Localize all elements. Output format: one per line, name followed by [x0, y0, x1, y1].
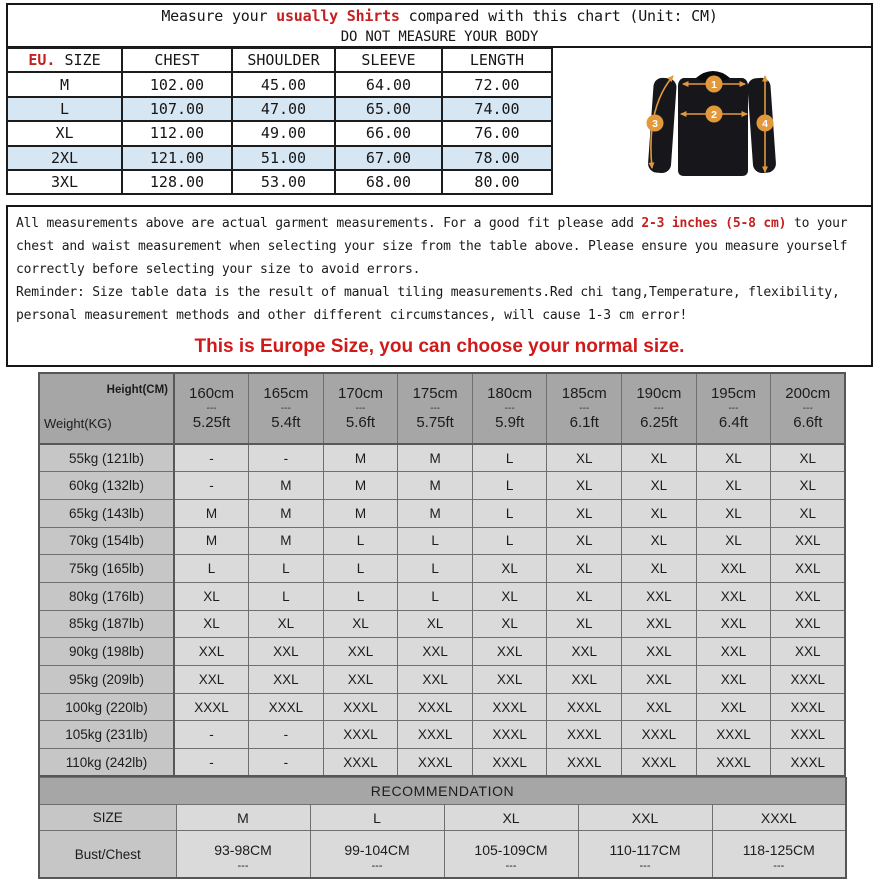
fit-cell: M: [249, 472, 324, 500]
height-cm: 170cm: [337, 385, 383, 402]
fit-cell: XL: [472, 555, 547, 583]
sleeve-value: 65.00: [335, 97, 442, 121]
size-table-header-row: [7, 48, 552, 72]
fit-cell: XL: [547, 499, 622, 527]
marker-2: 2: [711, 108, 717, 121]
recommendation-banner: RECOMMENDATION: [39, 778, 846, 805]
size-table-row: [7, 121, 552, 145]
recommended-size: L: [310, 805, 444, 831]
height-dash: ---: [802, 403, 813, 414]
fit-cell: XXL: [472, 666, 547, 694]
sleeve-value: 67.00: [335, 146, 442, 170]
fit-cell: XXXL: [547, 693, 622, 721]
fit-cell: XXL: [771, 610, 846, 638]
length-value: 74.00: [442, 97, 552, 121]
bust-range-cell: [444, 831, 578, 878]
height-dash: ---: [355, 403, 366, 414]
fit-cell: XXXL: [547, 749, 622, 777]
fit-cell: XXL: [771, 638, 846, 666]
bust-range-cell: [310, 831, 444, 878]
recommendation-banner-row: [39, 778, 846, 805]
height-column-header: [696, 373, 771, 444]
fit-cell: XXL: [622, 582, 697, 610]
notes-box: [6, 205, 873, 367]
fit-cell: XXXL: [472, 749, 547, 777]
size-table-row: [7, 97, 552, 121]
fit-cell: XXXL: [771, 693, 846, 721]
fit-cell: XXL: [323, 638, 398, 666]
fit-cell: XXL: [398, 666, 473, 694]
bust-range-cm: 93-98CM: [214, 841, 272, 858]
fit-cell: XXL: [622, 638, 697, 666]
fit-cell: XL: [696, 444, 771, 472]
weight-label: 75kg (165lb): [39, 555, 174, 583]
fit-cell: XXL: [622, 666, 697, 694]
corner-cell: [39, 373, 174, 444]
fit-cell: XL: [323, 610, 398, 638]
fit-cell: XXXL: [547, 721, 622, 749]
fit-cell: XL: [622, 499, 697, 527]
fit-matrix-row: [39, 693, 845, 721]
weight-label: 65kg (143lb): [39, 499, 174, 527]
height-dash: ---: [280, 403, 291, 414]
height-ft: 5.75ft: [416, 414, 454, 431]
height-dash: ---: [430, 403, 441, 414]
col-header-length: LENGTH: [442, 48, 552, 72]
fit-cell: L: [398, 582, 473, 610]
size-label-text: SIZE: [55, 51, 101, 70]
fit-cell: -: [249, 721, 324, 749]
bust-range-dash: ---: [639, 859, 651, 872]
fit-cell: XL: [622, 555, 697, 583]
fit-cell: XXXL: [174, 693, 249, 721]
page-title: [8, 6, 871, 27]
fit-cell: XL: [472, 610, 547, 638]
fit-matrix-row: [39, 638, 845, 666]
fit-cell: XL: [771, 444, 846, 472]
fit-cell: XL: [174, 610, 249, 638]
height-ft: 6.25ft: [640, 414, 678, 431]
bust-range-cell: [712, 831, 846, 878]
height-cm: 190cm: [636, 385, 682, 402]
height-column-header: [249, 373, 324, 444]
height-dash: ---: [728, 403, 739, 414]
fit-cell: XL: [696, 499, 771, 527]
fit-cell: L: [472, 527, 547, 555]
fit-cell: XXL: [771, 582, 846, 610]
note-measure-pre: All measurements above are actual garment measurements. For a good fit please add: [16, 216, 642, 231]
weight-label: 95kg (209lb): [39, 666, 174, 694]
weight-label: 100kg (220lb): [39, 693, 174, 721]
height-ft: 6.6ft: [793, 414, 823, 431]
height-column-header: [771, 373, 846, 444]
height-cm: 185cm: [561, 385, 607, 402]
chest-value: 112.00: [122, 121, 232, 145]
fit-cell: XXL: [696, 666, 771, 694]
fit-cell: XXXL: [398, 749, 473, 777]
fit-cell: L: [323, 582, 398, 610]
bust-range-dash: ---: [505, 859, 517, 872]
fit-cell: M: [174, 527, 249, 555]
fit-cell: XXL: [472, 638, 547, 666]
height-dash: ---: [653, 403, 664, 414]
fit-cell: L: [472, 499, 547, 527]
height-dash: ---: [504, 403, 515, 414]
bust-range-dash: ---: [371, 859, 383, 872]
fit-cell: L: [323, 555, 398, 583]
fit-matrix-row: [39, 610, 845, 638]
height-cm: 160cm: [189, 385, 235, 402]
note-measure-highlight: 2-3 inches (5-8 cm): [641, 216, 787, 231]
height-cm: 165cm: [263, 385, 309, 402]
fit-cell: XL: [547, 527, 622, 555]
weight-label: 90kg (198lb): [39, 638, 174, 666]
note-reminder: Reminder: Size table data is the result of manual tiling measurements.Red chi tang,Temperature, flexibility, personal measurement methods and other different circumstances, will cause 1-3 cm error!: [16, 285, 840, 323]
fit-cell: XL: [696, 527, 771, 555]
header-box: [6, 3, 873, 48]
europe-size-note: This is Europe Size, you can choose your normal size.: [194, 336, 685, 357]
fit-matrix-row: [39, 555, 845, 583]
recommended-size: XL: [444, 805, 578, 831]
weight-label: 80kg (176lb): [39, 582, 174, 610]
length-value: 80.00: [442, 170, 552, 194]
size-table-body: [7, 72, 552, 194]
chest-value: 121.00: [122, 146, 232, 170]
corner-height-label: Height(CM): [106, 384, 168, 396]
height-ft: 5.6ft: [345, 414, 376, 431]
length-value: 78.00: [442, 146, 552, 170]
fit-cell: XXL: [696, 638, 771, 666]
fit-cell: XXXL: [622, 749, 697, 777]
bust-range-cm: 118-125CM: [742, 841, 815, 858]
fit-cell: -: [174, 444, 249, 472]
fit-cell: XXL: [249, 666, 324, 694]
col-header-eu-size: [7, 48, 122, 72]
recommendation-table: [38, 777, 847, 879]
fit-cell: -: [249, 444, 324, 472]
fit-cell: M: [323, 444, 398, 472]
fit-cell: M: [174, 499, 249, 527]
fit-cell: XL: [771, 472, 846, 500]
fit-cell: XXL: [622, 693, 697, 721]
height-column-header: [472, 373, 547, 444]
fit-cell: XL: [547, 472, 622, 500]
fit-cell: XL: [622, 527, 697, 555]
size-value: L: [7, 97, 122, 121]
size-value: 2XL: [7, 146, 122, 170]
fit-cell: L: [249, 555, 324, 583]
size-table-row: [7, 146, 552, 170]
sleeve-value: 64.00: [335, 72, 442, 96]
height-ft: 5.25ft: [192, 414, 231, 431]
col-header-shoulder: SHOULDER: [232, 48, 335, 72]
fit-cell: XL: [472, 582, 547, 610]
height-column-header: [547, 373, 622, 444]
fit-cell: L: [398, 555, 473, 583]
height-ft: 6.4ft: [718, 414, 749, 431]
height-ft: 5.4ft: [271, 414, 301, 431]
weight-label: 105kg (231lb): [39, 721, 174, 749]
fit-cell: XXL: [696, 555, 771, 583]
length-value: 72.00: [442, 72, 552, 96]
recommended-size: XXXL: [712, 805, 846, 831]
bust-range-cm: 99-104CM: [344, 841, 410, 858]
fit-cell: L: [472, 444, 547, 472]
note-measure: [16, 212, 863, 281]
fit-cell: XXL: [398, 638, 473, 666]
height-cm: 180cm: [487, 385, 533, 402]
fit-cell: XXL: [696, 610, 771, 638]
bust-range-cm: 110-117CM: [609, 841, 681, 858]
fit-matrix-body: [39, 444, 845, 776]
height-ft: 5.9ft: [495, 414, 525, 431]
fit-cell: L: [398, 527, 473, 555]
fit-cell: XXXL: [696, 721, 771, 749]
fit-cell: M: [398, 499, 473, 527]
fit-cell: XXXL: [323, 693, 398, 721]
bust-range-cell: [578, 831, 712, 878]
fit-matrix-row: [39, 472, 845, 500]
fit-cell: XL: [622, 444, 697, 472]
size-value: 3XL: [7, 170, 122, 194]
fit-matrix-row: [39, 582, 845, 610]
chest-value: 102.00: [122, 72, 232, 96]
shoulder-value: 45.00: [232, 72, 335, 96]
fit-matrix-row: [39, 444, 845, 472]
fit-matrix-row: [39, 721, 845, 749]
fit-matrix-section: [38, 372, 845, 879]
fit-cell: XL: [249, 610, 324, 638]
page-subtitle: DO NOT MEASURE YOUR BODY: [340, 29, 539, 45]
fit-cell: -: [174, 472, 249, 500]
fit-cell: XXXL: [398, 693, 473, 721]
fit-cell: XXXL: [249, 693, 324, 721]
fit-cell: XXXL: [472, 721, 547, 749]
fit-cell: -: [174, 721, 249, 749]
fit-cell: XXXL: [771, 749, 846, 777]
fit-cell: XXXL: [323, 721, 398, 749]
fit-cell: XXXL: [323, 749, 398, 777]
fit-cell: XXL: [696, 693, 771, 721]
fit-cell: M: [323, 472, 398, 500]
sleeve-value: 66.00: [335, 121, 442, 145]
fit-cell: XXXL: [771, 721, 846, 749]
bust-range-dash: ---: [773, 859, 785, 872]
fit-cell: XL: [696, 472, 771, 500]
size-value: XL: [7, 121, 122, 145]
height-column-header: [398, 373, 473, 444]
size-value: M: [7, 72, 122, 96]
fit-cell: XXXL: [622, 721, 697, 749]
size-table-row: [7, 170, 552, 194]
fit-cell: XL: [622, 472, 697, 500]
fit-cell: XXXL: [398, 721, 473, 749]
sleeve-value: 68.00: [335, 170, 442, 194]
height-dash: ---: [206, 403, 217, 414]
fit-matrix-row: [39, 499, 845, 527]
fit-cell: M: [323, 499, 398, 527]
fit-matrix-row: [39, 527, 845, 555]
col-header-chest: CHEST: [122, 48, 232, 72]
fit-cell: XXL: [622, 610, 697, 638]
recommended-size-row: [39, 805, 846, 831]
fit-cell: XL: [771, 499, 846, 527]
bust-range-cm: 105-109CM: [474, 841, 548, 858]
fit-cell: L: [323, 527, 398, 555]
fit-cell: XXL: [174, 666, 249, 694]
weight-label: 60kg (132lb): [39, 472, 174, 500]
garment-size-table: [6, 47, 551, 195]
title-pre: Measure your: [161, 7, 277, 25]
fit-cell: XXXL: [771, 666, 846, 694]
recommended-size: M: [176, 805, 310, 831]
fit-cell: XXXL: [472, 693, 547, 721]
fit-cell: XL: [547, 444, 622, 472]
marker-4: 4: [762, 117, 768, 130]
fit-cell: M: [249, 527, 324, 555]
marker-3: 3: [652, 117, 658, 130]
garment-diagram: [552, 50, 872, 205]
shoulder-value: 51.00: [232, 146, 335, 170]
fit-cell: XXL: [547, 666, 622, 694]
fit-cell: -: [249, 749, 324, 777]
height-column-header: [622, 373, 697, 444]
fit-cell: XL: [547, 582, 622, 610]
fit-cell: XXL: [771, 555, 846, 583]
fit-cell: XXL: [771, 527, 846, 555]
weight-label: 85kg (187lb): [39, 610, 174, 638]
fit-cell: L: [249, 582, 324, 610]
marker-1: 1: [711, 78, 717, 91]
fit-cell: XL: [174, 582, 249, 610]
fit-cell: M: [398, 444, 473, 472]
shoulder-value: 49.00: [232, 121, 335, 145]
fit-cell: XL: [547, 610, 622, 638]
col-header-sleeve: SLEEVE: [335, 48, 442, 72]
length-value: 76.00: [442, 121, 552, 145]
height-column-header: [174, 373, 249, 444]
bust-row-label: Bust/Chest: [39, 831, 176, 878]
fit-cell: L: [472, 472, 547, 500]
fit-matrix-table: [38, 372, 846, 777]
fit-cell: XXL: [323, 666, 398, 694]
note-measure-post: to your chest and waist measurement when selecting your size from the table above. Please ensure you measure yourself correctly before selecting your size to avoid errors.: [16, 216, 848, 277]
title-post: compared with this chart (Unit: CM): [399, 7, 718, 25]
corner-weight-label: Weight(KG): [44, 416, 112, 431]
fit-cell: M: [398, 472, 473, 500]
size-row-label: SIZE: [39, 805, 176, 831]
weight-label: 70kg (154lb): [39, 527, 174, 555]
fit-matrix-row: [39, 666, 845, 694]
weight-label: 55kg (121lb): [39, 444, 174, 472]
chest-value: 128.00: [122, 170, 232, 194]
shoulder-value: 53.00: [232, 170, 335, 194]
title-highlight: usually Shirts: [276, 7, 400, 25]
recommended-size: XXL: [578, 805, 712, 831]
bust-range-dash: ---: [237, 859, 249, 872]
height-dash: ---: [579, 403, 590, 414]
fit-cell: XXXL: [696, 749, 771, 777]
fit-cell: XXL: [249, 638, 324, 666]
fit-cell: L: [174, 555, 249, 583]
fit-cell: M: [249, 499, 324, 527]
weight-label: 110kg (242lb): [39, 749, 174, 777]
height-column-header: [323, 373, 398, 444]
fit-cell: XXL: [547, 638, 622, 666]
fit-cell: -: [174, 749, 249, 777]
fit-cell: XL: [398, 610, 473, 638]
fit-cell: XXL: [174, 638, 249, 666]
size-table-row: [7, 72, 552, 96]
height-ft: 6.1ft: [569, 414, 599, 431]
bust-row: [39, 831, 846, 878]
fit-matrix-row: [39, 749, 845, 777]
bust-range-cell: [176, 831, 310, 878]
fit-cell: XL: [547, 555, 622, 583]
eu-label: EU.: [28, 51, 56, 70]
shoulder-value: 47.00: [232, 97, 335, 121]
height-cm: 175cm: [412, 385, 458, 402]
chest-value: 107.00: [122, 97, 232, 121]
height-cm: 195cm: [710, 385, 756, 402]
fit-cell: XXL: [696, 582, 771, 610]
height-header-row: [39, 373, 845, 444]
height-cm: 200cm: [785, 385, 831, 402]
